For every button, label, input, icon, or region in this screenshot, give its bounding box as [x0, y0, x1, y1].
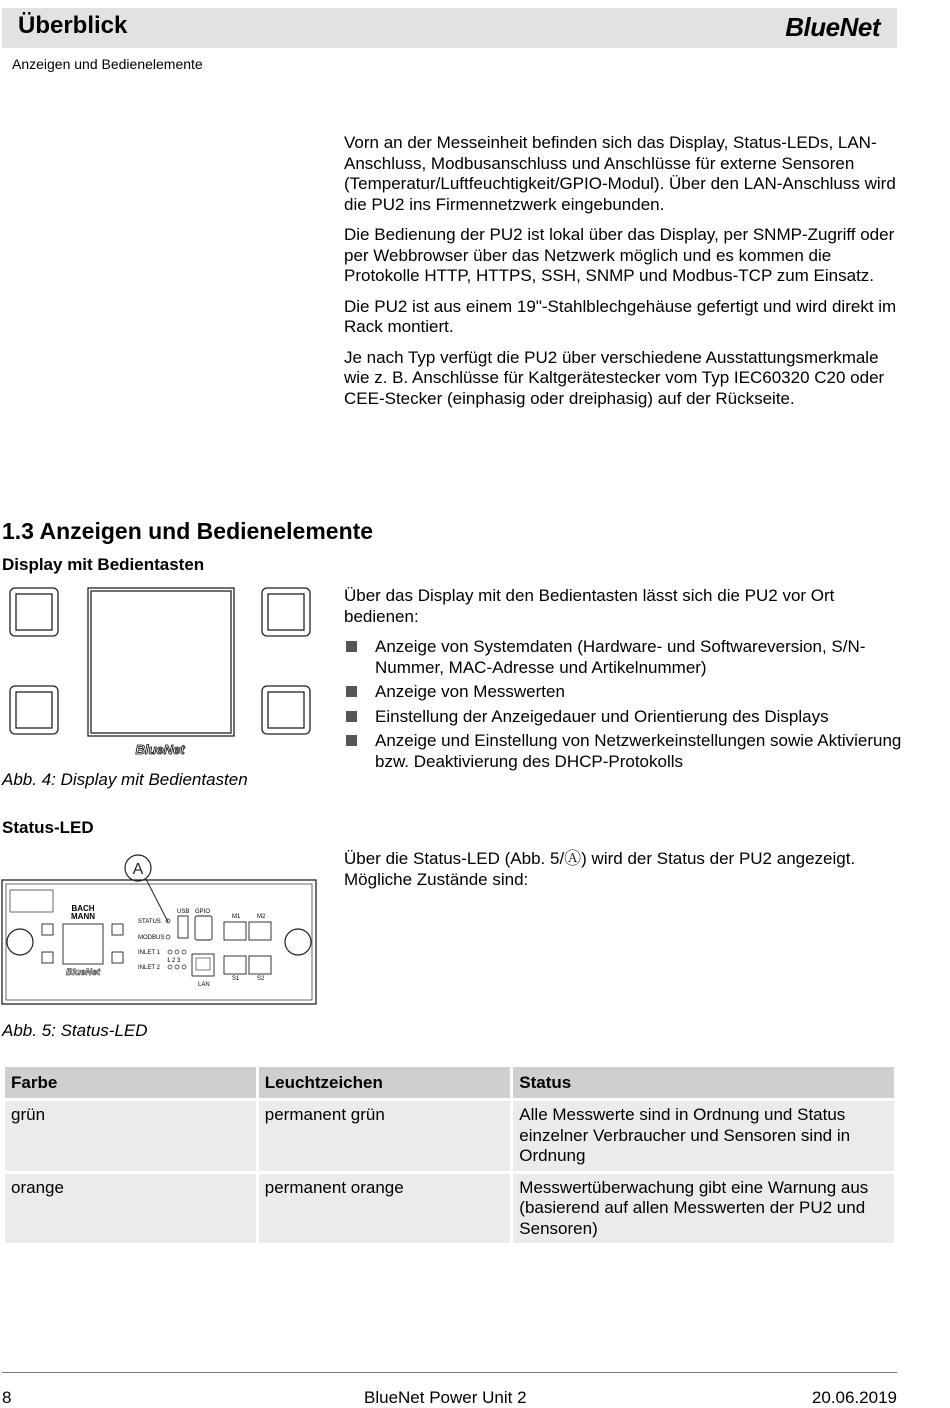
bachmann-logo-line: MANN	[71, 912, 95, 921]
callout-line	[146, 879, 168, 922]
inlet-led-icon	[182, 965, 186, 969]
usb-port-icon	[178, 916, 188, 938]
led-label-inlet2: INLET 2	[138, 965, 160, 971]
status-led-figure	[0, 850, 320, 1010]
footer-product: BlueNet Power Unit 2	[364, 1388, 527, 1407]
table-cell: permanent grün	[259, 1101, 511, 1171]
section-heading: 1.3 Anzeigen und Bedienelemente	[2, 518, 374, 544]
port-label-lan: LAN	[198, 982, 210, 988]
display-text: Über das Display mit den Bedientasten lässt sich die PU2 vor Ort bedienen:	[344, 586, 835, 626]
display-description	[344, 586, 904, 776]
panel-brand-label: BlueNet	[65, 967, 101, 977]
bullet-item: Anzeige von Systemdaten (Hardware- und Softwareversion, S/N-Nummer, MAC-Adresse und Artikelnummer)	[344, 637, 904, 678]
table-row	[5, 1174, 894, 1244]
lan-port-inner	[196, 958, 210, 970]
port-label-s2: S2	[257, 976, 265, 982]
lan-port-icon	[192, 954, 214, 976]
modbus-led-icon	[166, 935, 170, 939]
led-label-inlet1: INLET 1	[138, 950, 160, 956]
status-led-heading: Status-LED	[2, 818, 94, 837]
gpio-port-icon	[195, 916, 212, 940]
port-label-usb: USB	[177, 909, 190, 915]
table-cell: grün	[5, 1101, 256, 1171]
table-header-row	[5, 1067, 894, 1098]
panel-label-field	[10, 890, 53, 912]
port-label-m2: M2	[257, 914, 266, 920]
intro-paragraph: Je nach Typ verfügt die PU2 über verschiedene Ausstattungsmerkmale wie z. B. Anschlüsse für Kaltgerätestecker vom Typ IEC60320 C20 oder CEE-Stecker (einphasig oder dreiphasig) auf der Rückseite.	[344, 347, 885, 408]
inlet-led-icon	[175, 965, 179, 969]
port-label-m1: M1	[232, 914, 241, 920]
table-header-cell: Status	[513, 1067, 894, 1098]
mount-hole-icon	[285, 929, 311, 955]
led-label-status: STATUS	[138, 919, 161, 925]
footer-divider	[2, 1372, 897, 1373]
bachmann-logo-line: BACH	[71, 904, 95, 913]
brand-logo: BlueNet	[785, 12, 880, 42]
intro-paragraph: Die Bedienung der PU2 ist lokal über das Display, per SNMP-Zugriff oder per Webbrowser über das Netzwerk möglich und es kommen die Protokolle HTTP, HTTPS, SSH, SNMP und Modbus-TCP zum Einsatz.	[344, 225, 895, 285]
table-header-cell: Leuchtzeichen	[259, 1067, 511, 1098]
display-button-icon	[10, 588, 58, 636]
header-bar	[2, 8, 897, 48]
s2-port-icon	[249, 956, 271, 974]
display-screen	[88, 588, 234, 736]
status-table	[2, 1064, 897, 1246]
panel-inner	[6, 884, 312, 1000]
m2-port-icon	[249, 922, 271, 940]
display-button-icon	[10, 686, 58, 734]
panel-button-icon	[42, 952, 53, 963]
display-bullet-list	[344, 637, 904, 772]
table-cell: permanent orange	[259, 1174, 511, 1244]
s1-port-icon	[224, 956, 246, 974]
intro-paragraph: Die PU2 ist aus einem 19"-Stahlblechgehäuse gefertigt und wird direkt im Rack montiert.	[344, 296, 897, 336]
page-subtitle: Anzeigen und Bedienelemente	[12, 56, 203, 72]
port-label-gpio: GPIO	[195, 909, 211, 915]
panel-button-icon	[112, 952, 123, 963]
footer-date: 20.06.2019	[811, 1388, 897, 1407]
table-cell: Alle Messwerte sind in Ordnung und Status einzelner Verbraucher und Sensoren sind in Ordnung	[513, 1101, 894, 1171]
display-button-icon	[262, 588, 310, 636]
panel-button-icon	[42, 924, 53, 935]
inlet-led-icon	[175, 950, 179, 954]
port-label-s1: S1	[232, 976, 240, 982]
led-label-modbus: MODBUS	[138, 935, 165, 941]
intro-text	[344, 133, 904, 409]
table-cell: Messwertüberwachung gibt eine Warnung aus (basierend auf allen Messwerten der PU2 und Sensoren)	[513, 1174, 894, 1244]
intro-paragraph: Vorn an der Messeinheit befinden sich das Display, Status-LEDs, LAN-Anschluss, Modbusanschluss und Anschlüsse für externe Sensoren (Temperatur/Luftfeuchtigkeit/GPIO-Modul). Über den LAN-Anschluss wird die PU2 ins Firmennetzwerk eingebunden.	[344, 133, 896, 214]
inlet-numbers: 1 2 3	[167, 958, 181, 964]
inlet-led-icon	[168, 950, 172, 954]
callout-label: A	[132, 861, 144, 878]
table-cell: orange	[5, 1174, 256, 1244]
table-header-cell: Farbe	[5, 1067, 256, 1098]
display-heading: Display mit Bedientasten	[2, 555, 205, 574]
bullet-item: Anzeige und Einstellung von Netzwerkeinstellungen sowie Aktivierung bzw. Deaktivierung des DHCP-Protokolls	[344, 731, 904, 772]
bullet-item: Anzeige von Messwerten	[344, 682, 904, 703]
bullet-item: Einstellung der Anzeigedauer und Orientierung des Displays	[344, 707, 904, 728]
inlet-led-icon	[182, 950, 186, 954]
panel-button-icon	[112, 924, 123, 935]
m1-port-icon	[224, 922, 246, 940]
page-title: Überblick	[18, 12, 128, 39]
display-button-icon	[262, 686, 310, 734]
page-number: 8	[2, 1388, 12, 1407]
status-led-caption: Abb. 5: Status-LED	[2, 1021, 148, 1040]
status-led-description	[344, 849, 904, 890]
panel-display	[63, 924, 103, 964]
panel-outline	[2, 880, 316, 1004]
display-caption: Abb. 4: Display mit Bedientasten	[2, 770, 248, 789]
mount-hole-icon	[7, 929, 33, 955]
display-brand-label: BlueNet	[135, 742, 185, 757]
status-led-text: Über die Status-LED (Abb. 5/Ⓐ) wird der Status der PU2 angezeigt. Mögliche Zustände sind:	[344, 849, 856, 889]
display-figure	[2, 582, 322, 762]
inlet-led-icon	[168, 965, 172, 969]
table-row	[5, 1101, 894, 1171]
